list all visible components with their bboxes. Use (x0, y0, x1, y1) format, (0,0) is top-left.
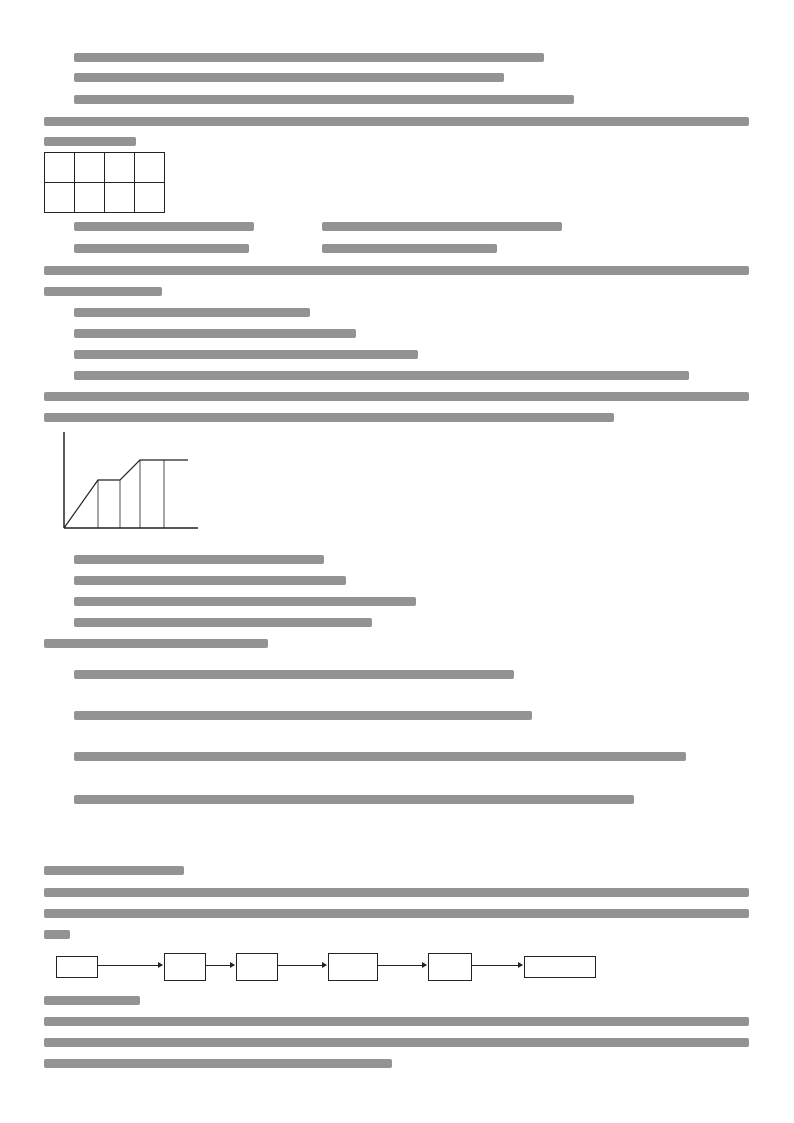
flow-step-box (236, 953, 278, 981)
text-line (74, 752, 686, 761)
text-line (74, 222, 254, 231)
text-line (74, 350, 418, 359)
text-line (74, 329, 356, 338)
text-line (74, 73, 504, 82)
grid-cell (105, 153, 135, 183)
process-flow-diagram (56, 950, 596, 984)
flow-step-box (56, 956, 98, 978)
flow-arrow (378, 965, 426, 966)
text-line (74, 618, 372, 627)
text-line (74, 555, 324, 564)
section-heading (44, 866, 184, 875)
text-line (44, 1059, 392, 1068)
text-line (44, 266, 749, 275)
text-line (322, 222, 562, 231)
flow-arrow (472, 965, 522, 966)
text-line (74, 95, 574, 104)
grid-cell (75, 183, 105, 213)
flow-step-box (164, 953, 206, 981)
grid-cell (135, 183, 165, 213)
element-position-grid (44, 152, 165, 213)
text-line (44, 117, 749, 126)
text-line (74, 597, 416, 606)
flow-arrow (98, 965, 162, 966)
text-line (44, 996, 140, 1005)
text-line (74, 308, 310, 317)
grid-cell (105, 183, 135, 213)
grid-cell (45, 183, 75, 213)
text-line (74, 244, 249, 253)
text-line (44, 1038, 749, 1047)
text-line (44, 930, 70, 939)
flow-arrow (206, 965, 234, 966)
text-line (74, 670, 514, 679)
flow-step-box (328, 953, 378, 981)
text-line (74, 711, 532, 720)
text-line (74, 795, 634, 804)
grid-cell (45, 153, 75, 183)
flow-step-box (428, 953, 472, 981)
text-line (74, 371, 689, 380)
text-line (44, 888, 749, 897)
flow-step-box (524, 956, 596, 978)
flow-arrow (278, 965, 326, 966)
graph-curve (64, 460, 188, 528)
text-line (44, 287, 162, 296)
text-line (44, 137, 136, 146)
grid-cell (135, 153, 165, 183)
text-line (44, 413, 614, 422)
text-line (44, 1017, 749, 1026)
text-line (74, 576, 346, 585)
grid-cell (75, 153, 105, 183)
text-line (44, 909, 749, 918)
text-line (322, 244, 497, 253)
text-line (44, 639, 268, 648)
text-line (74, 53, 544, 62)
text-line (44, 392, 749, 401)
gas-volume-graph (52, 428, 202, 538)
